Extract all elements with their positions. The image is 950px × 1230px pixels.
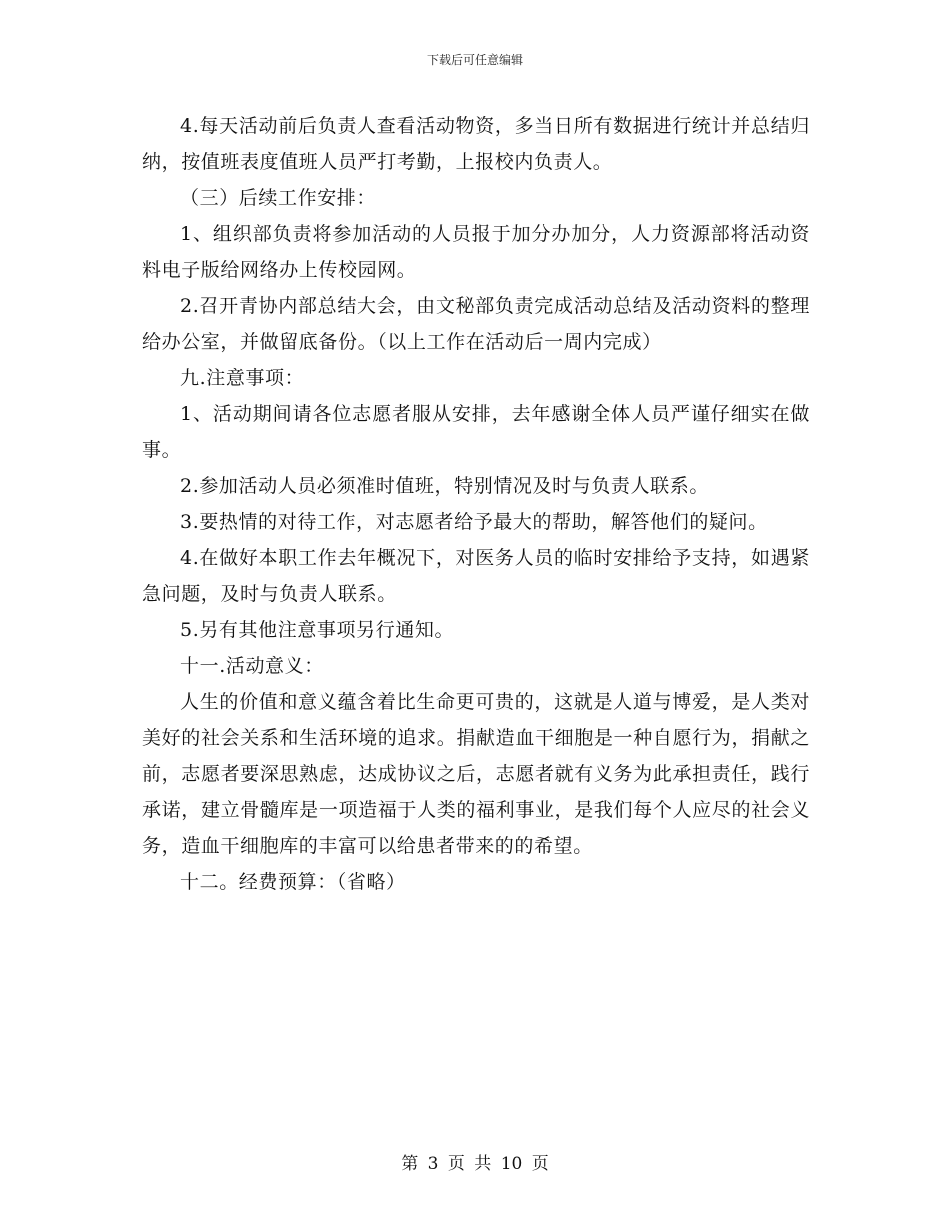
paragraph-note-2: 2.参加活动人员必须准时值班，特别情况及时与负责人联系。 (180, 475, 709, 497)
section-heading-significance: 十一.活动意义： (180, 655, 324, 677)
paragraph-followup-2: 2.召开青协内部总结大会，由文秘部负责完成活动总结及活动资料的整理给办公室，并做留底备份。（以上工作在活动后一周内完成） (142, 295, 810, 353)
paragraph-note-4: 4.在做好本职工作去年概况下，对医务人员的临时安排给予支持，如遇紧急问题，及时与负责人联系。 (142, 547, 810, 605)
page-header: 下载后可任意编辑 (426, 53, 523, 67)
paragraph-significance: 人生的价值和意义蕴含着比生命更可贵的，这就是人道与博爱，是人类对美好的社会关系和生活环境的追求。捐献造血干细胞是一种自愿行为，捐献之前，志愿者要深思熟虑，达成协议之后，志愿者就有义务为此承担责任，践行承诺，建立骨髓库是一项造福于人类的福利事业，是我们每个人应尽的社会义务，造血干细胞库的丰富可以给患者带来的的希望。 (142, 691, 810, 857)
section-heading-followup: （三）后续工作安排： (180, 187, 377, 209)
page-footer: 第 3 页 共 10 页 (401, 1154, 549, 1174)
section-heading-notes: 九.注意事项： (180, 367, 305, 389)
document-body (142, 108, 810, 900)
section-heading-budget: 十二。经费预算：（省略） (180, 871, 406, 893)
paragraph-note-1: 1、活动期间请各位志愿者服从安排，去年感谢全体人员严谨仔细实在做事。 (142, 403, 810, 461)
paragraph-followup-1: 1、组织部负责将参加活动的人员报于加分办加分，人力资源部将活动资料电子版给网络办上传校园网。 (142, 223, 810, 281)
paragraph-note-3: 3.要热情的对待工作，对志愿者给予最大的帮助，解答他们的疑问。 (180, 511, 768, 533)
paragraph-note-5: 5.另有其他注意事项另行通知。 (180, 619, 455, 641)
paragraph-daily-check: 4.每天活动前后负责人查看活动物资，多当日所有数据进行统计并总结归纳，按值班表度值班人员严打考勤，上报校内负责人。 (142, 115, 810, 173)
